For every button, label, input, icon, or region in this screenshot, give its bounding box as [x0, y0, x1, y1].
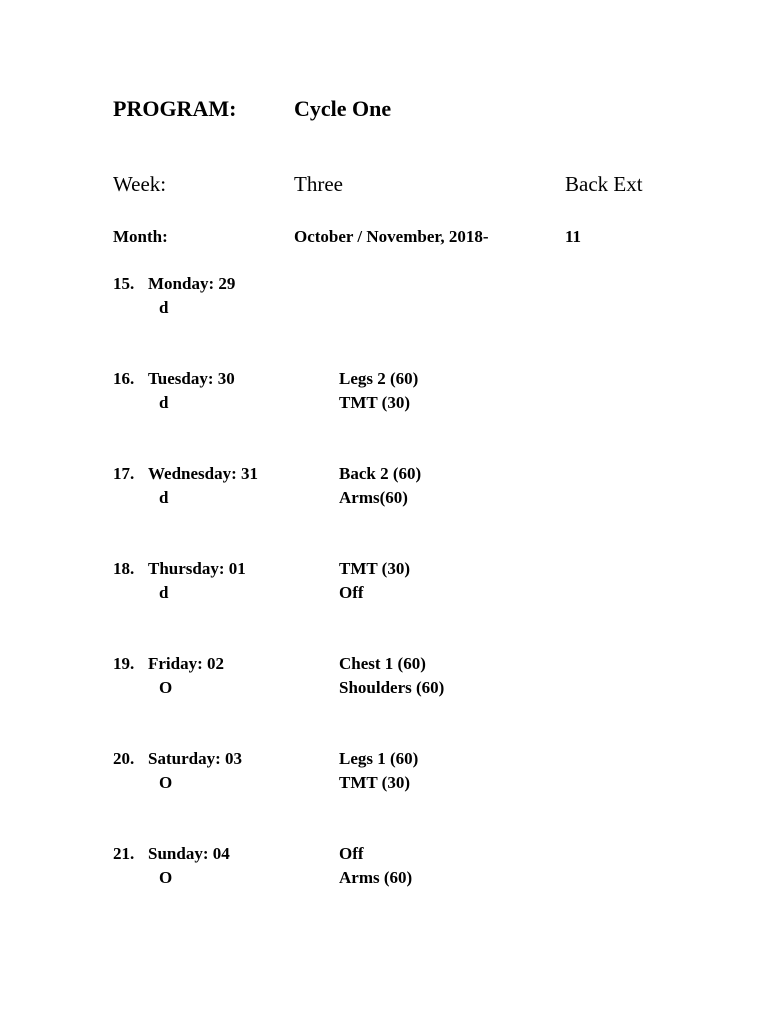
program-label: PROGRAM: — [113, 96, 237, 121]
entry-number: 16. — [113, 369, 135, 388]
entry-code: d — [159, 488, 169, 507]
entry-activity-2: Arms (60) — [339, 868, 413, 887]
entry-activity-1: Chest 1 (60) — [339, 654, 426, 673]
entry-number: 17. — [113, 464, 135, 483]
entry-activity-1: TMT (30) — [339, 559, 410, 578]
entry-day: Thursday: 01 — [148, 559, 246, 578]
month-value: October / November, 2018- — [294, 227, 489, 246]
entry-code: d — [159, 393, 169, 412]
entry-number: 20. — [113, 749, 135, 768]
week-extra: Back Ext — [565, 172, 643, 196]
entry-number: 21. — [113, 844, 135, 863]
month-extra: 11 — [565, 227, 582, 246]
entry-day: Friday: 02 — [148, 654, 225, 673]
entry-day: Monday: 29 — [148, 274, 236, 293]
entry-day: Wednesday: 31 — [148, 464, 259, 483]
entry-number: 19. — [113, 654, 135, 673]
entry-activity-2: TMT (30) — [339, 773, 410, 792]
entry-activity-2: TMT (30) — [339, 393, 410, 412]
entry-activity-1: Off — [339, 844, 364, 863]
entry-code: d — [159, 583, 169, 602]
entry-number: 18. — [113, 559, 135, 578]
schedule-entry-friday — [113, 654, 633, 704]
entry-day: Tuesday: 30 — [148, 369, 235, 388]
entry-activity-1: Legs 1 (60) — [339, 749, 419, 768]
entry-day: Sunday: 04 — [148, 844, 230, 863]
schedule-entry-tuesday — [113, 369, 633, 419]
entry-activity-1: Legs 2 (60) — [339, 369, 419, 388]
entry-activity-2: Shoulders (60) — [339, 678, 445, 697]
program-value: Cycle One — [294, 96, 392, 121]
entry-code: d — [159, 298, 169, 317]
schedule-entry-saturday — [113, 749, 633, 799]
entry-code: O — [159, 868, 173, 887]
schedule-entry-monday — [113, 274, 633, 324]
entry-day: Saturday: 03 — [148, 749, 242, 768]
entry-activity-2: Off — [339, 583, 364, 602]
entry-number: 15. — [113, 274, 135, 293]
week-value: Three — [294, 172, 343, 196]
schedule-entry-wednesday — [113, 464, 633, 514]
entry-code: O — [159, 678, 173, 697]
entry-code: O — [159, 773, 173, 792]
entry-activity-1: Back 2 (60) — [339, 464, 422, 483]
week-label: Week: — [113, 172, 167, 196]
schedule-entry-sunday — [113, 844, 633, 894]
entry-activity-2: Arms(60) — [339, 488, 408, 507]
schedule-entry-thursday — [113, 559, 633, 609]
month-label: Month: — [113, 227, 168, 246]
